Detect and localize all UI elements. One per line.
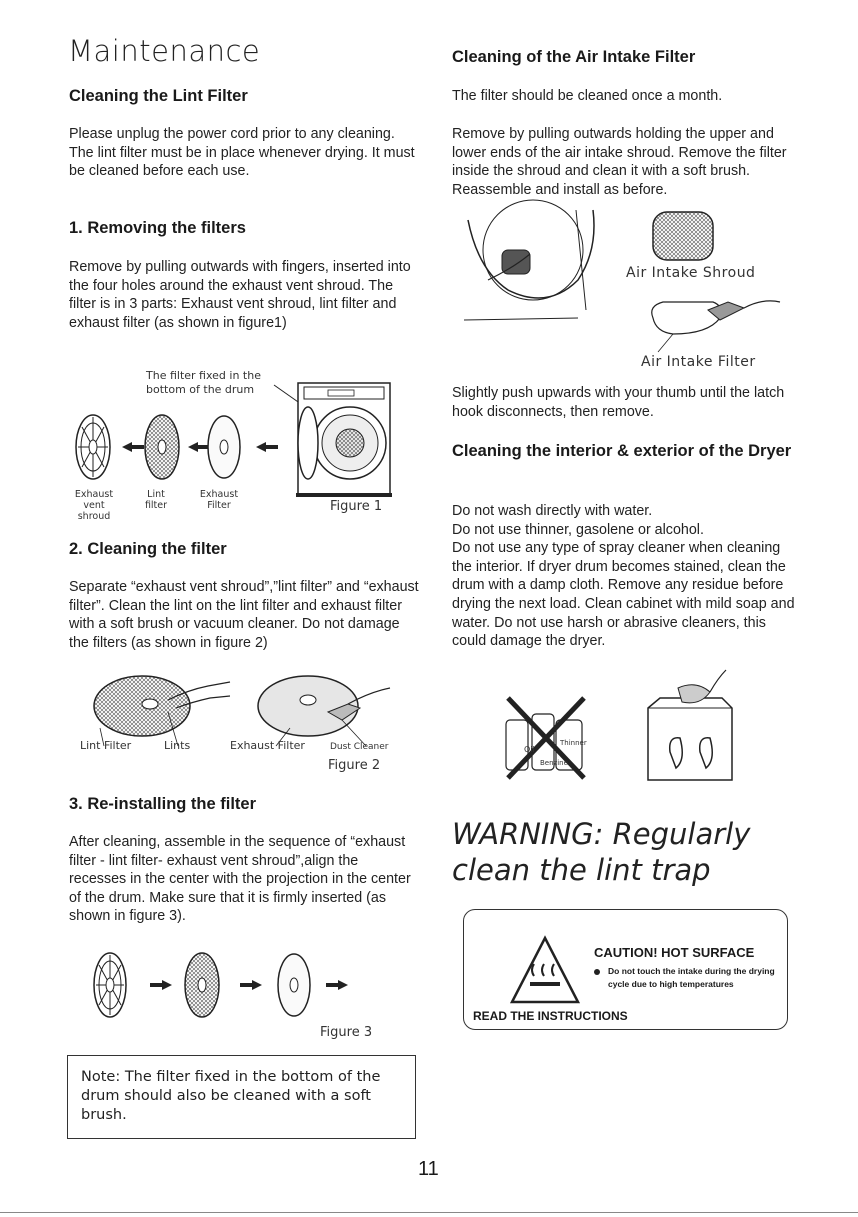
fig3-caption: Figure 3 bbox=[320, 1025, 373, 1040]
fig2-label-lint-filter: Lint Filter bbox=[80, 739, 132, 752]
note-box bbox=[67, 1055, 416, 1139]
interior-drawing bbox=[500, 668, 750, 788]
fig2-label-lints: Lints bbox=[164, 739, 191, 752]
fig2-caption: Figure 2 bbox=[328, 758, 381, 773]
page-title: Maintenance bbox=[68, 34, 261, 68]
fig1-label-shroud-1: Exhaust bbox=[74, 489, 114, 500]
reinstall-heading: 3. Re-installing the filter bbox=[69, 795, 257, 813]
removing-filters-heading: 1. Removing the filters bbox=[69, 219, 246, 237]
interior-figure bbox=[500, 668, 750, 788]
can-label-thinner: Thinner bbox=[560, 739, 587, 747]
push-text: Slightly push upwards with your thumb until the latch hook disconnects, then remove. bbox=[452, 385, 785, 420]
figure-3 bbox=[90, 945, 390, 1045]
caution-box bbox=[463, 909, 788, 1030]
bottom-rule bbox=[0, 1212, 858, 1213]
fig1-label-shroud bbox=[70, 489, 118, 522]
label-air-intake-filter: Air Intake Filter bbox=[641, 354, 756, 370]
air-intake-text-2: Remove by pulling outwards holding the upper and lower ends of the air intake shroud. Remove the filter inside the shroud and clean it with a soft brush. Reassemble and install as before. bbox=[452, 126, 787, 198]
air-intake-figure bbox=[458, 210, 798, 375]
fig1-caption: Figure 1 bbox=[330, 499, 383, 514]
reinstall-text: After cleaning, assemble in the sequence of “exhaust filter - lint filter- exhaust vent shroud”,align the recesses in the center with the projection in the center of the drum. Make sure that it is firmly inserted (as shown in figure 3). bbox=[69, 834, 411, 925]
interior-text: Do not wash directly with water. Do not use thinner, gasolene or alcohol. Do not use any type of spray cleaner when cleaning the interior. If dryer drum becomes stained, clean the drum with a damp cloth. Remove any residue before drying the next load. Clean cabinet with mild soap and water. Do not use harsh or abrasive cleaners, this could damage the dryer. bbox=[452, 503, 795, 650]
label-air-intake-shroud: Air Intake Shroud bbox=[626, 265, 756, 281]
cleaning-filter-text: Separate “exhaust vent shroud”,”lint filter” and “exhaust filter”. Clean the lint on the lint filter and exhaust filter with a soft brush or vacuum cleaner. Do not damage the filters (as shown in figure 2) bbox=[69, 579, 419, 651]
caution-bullet-text: Do not touch the intake during the drying cycle due to high temperatures bbox=[608, 966, 775, 989]
fig1-label-shroud-2: vent shroud bbox=[77, 500, 111, 522]
fig1-label-exhaust-filter-1: Exhaust bbox=[199, 489, 239, 500]
fig1-callout-line1: The filter fixed in the bbox=[146, 369, 261, 382]
fig2-label-exhaust-filter: Exhaust Filter bbox=[230, 739, 305, 752]
air-intake-text-1: The filter should be cleaned once a month. bbox=[452, 88, 723, 104]
lint-filter-text: Please unplug the power cord prior to any cleaning. The lint filter must be in place whenever drying. It must be cleaned before each use. bbox=[69, 126, 415, 180]
warning-text: WARNING: Regularly clean the lint trap bbox=[452, 817, 751, 887]
can-label-benzine: Benzine bbox=[540, 759, 568, 767]
air-intake-heading: Cleaning of the Air Intake Filter bbox=[452, 48, 696, 66]
fig1-label-exhaust-filter bbox=[194, 489, 244, 511]
fig1-callout-line2: bottom of the drum bbox=[146, 383, 255, 396]
fig2-drawing bbox=[80, 668, 400, 748]
caution-footer: READ THE INSTRUCTIONS bbox=[473, 1009, 628, 1023]
fig1-label-lint bbox=[138, 489, 174, 511]
page-number: 11 bbox=[418, 1158, 439, 1180]
fig2-label-dust-cleaner: Dust Cleaner bbox=[330, 742, 389, 752]
cleaning-filter-heading: 2. Cleaning the filter bbox=[69, 540, 227, 558]
fig1-label-lint-2: filter bbox=[144, 500, 168, 511]
lint-filter-heading: Cleaning the Lint Filter bbox=[69, 87, 248, 105]
caution-title: CAUTION! HOT SURFACE bbox=[594, 945, 755, 960]
fig3-drawing bbox=[90, 945, 390, 1025]
figure-1 bbox=[60, 365, 420, 522]
hot-surface-icon bbox=[510, 936, 580, 1006]
interior-heading: Cleaning the interior & exterior of the Dryer bbox=[452, 442, 792, 460]
bullet-dot-icon bbox=[594, 969, 600, 975]
fig1-label-lint-1: Lint bbox=[147, 489, 165, 500]
removing-filters-text: Remove by pulling outwards with fingers, inserted into the four holes around the exhaust vent shroud. The filter is in 3 parts: Exhaust vent shroud, lint filter and exhaust filter (as shown in figure1) bbox=[69, 259, 411, 331]
figure-2 bbox=[80, 668, 400, 778]
caution-bullet bbox=[594, 965, 786, 991]
note-text: Note: The filter fixed in the bottom of the drum should also be cleaned with a soft brush. bbox=[81, 1069, 381, 1123]
air-intake-drawing bbox=[458, 210, 798, 375]
can-label-oil: Oil bbox=[524, 745, 535, 754]
fig1-label-exhaust-filter-2: Filter bbox=[207, 500, 231, 511]
